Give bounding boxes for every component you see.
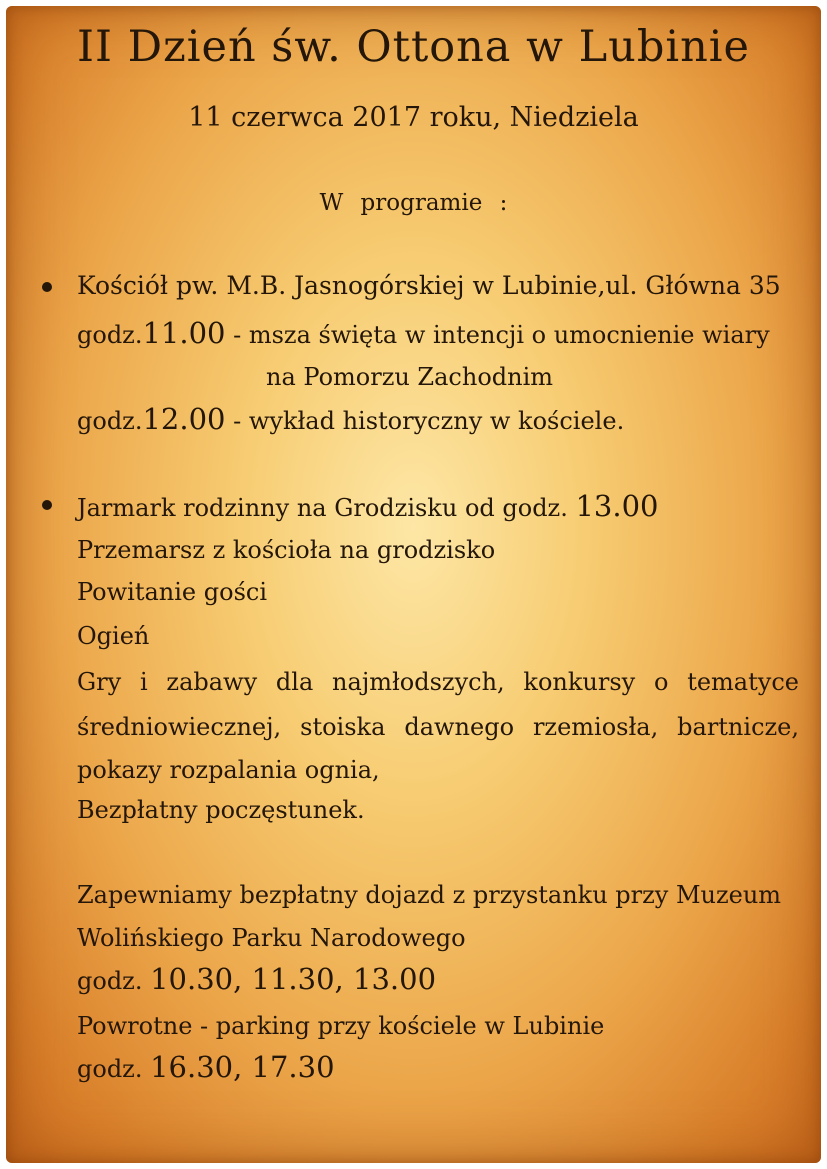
games-word: dawnego <box>404 713 515 741</box>
games-word: i <box>139 668 148 696</box>
games-word: stoiska <box>300 713 386 741</box>
games-line-2 <box>77 713 799 741</box>
lecture-time: 12.00 <box>142 402 226 436</box>
fair-item: Powitanie gości <box>77 578 268 606</box>
mass-description: - msza święta w intencji o umocnienie wiary <box>225 321 770 349</box>
games-word: średniowiecznej, <box>77 713 282 741</box>
fair-start-time: 13.00 <box>575 489 659 523</box>
games-word: dla <box>275 668 314 696</box>
games-word: zabawy <box>166 668 258 696</box>
fair-item: Ogień <box>77 622 150 650</box>
games-word: rzemiosła, <box>532 713 659 741</box>
games-word: konkursy <box>523 668 636 696</box>
mass-schedule-line <box>77 316 770 350</box>
transport-line-2: Wolińskiego Parku Narodowego <box>77 924 466 952</box>
mass-godz-label: godz. <box>77 321 143 349</box>
lecture-description: - wykład historyczny w kościele. <box>225 407 625 435</box>
games-word: Gry <box>77 668 122 696</box>
bullet-icon <box>42 282 52 292</box>
free-refreshments: Bezpłatny poczęstunek. <box>77 796 365 824</box>
games-word: o <box>653 668 669 696</box>
mass-description-continued: na Pomorzu Zachodnim <box>266 363 554 391</box>
fair-heading-text: Jarmark rodzinny na Grodzisku od godz. <box>77 494 576 522</box>
lecture-schedule-line <box>77 402 625 436</box>
program-heading: W programie : <box>319 190 508 216</box>
fair-item: Przemarsz z kościoła na grodzisko <box>77 536 496 564</box>
games-line-1 <box>77 668 799 696</box>
event-date: 11 czerwca 2017 roku, Niedziela <box>188 102 639 133</box>
mass-time: 11.00 <box>142 316 226 350</box>
transport-line-1: Zapewniamy bezpłatny dojazd z przystanku przy Muzeum <box>77 881 782 909</box>
departure-times: 10.30, 11.30, 13.00 <box>150 962 437 996</box>
games-word: bartnicze, <box>677 713 799 741</box>
return-godz-label: godz. <box>77 1055 151 1083</box>
poster-title: II Dzień św. Ottona w Lubinie <box>76 22 751 72</box>
return-times-line <box>77 1050 335 1084</box>
bullet-icon <box>42 500 52 510</box>
fair-heading <box>77 489 659 523</box>
return-line: Powrotne - parking przy kościele w Lubinie <box>77 1012 605 1040</box>
church-heading: Kościół pw. M.B. Jasnogórskiej w Lubinie,ul. Główna 35 <box>77 271 781 300</box>
games-word: tematyce <box>687 668 799 696</box>
return-times: 16.30, 17.30 <box>150 1050 335 1084</box>
departure-godz-label: godz. <box>77 967 151 995</box>
games-word: najmłodszych, <box>332 668 505 696</box>
lecture-godz-label: godz. <box>77 407 143 435</box>
games-line-3: pokazy rozpalania ognia, <box>77 756 380 784</box>
departure-times-line <box>77 962 437 996</box>
